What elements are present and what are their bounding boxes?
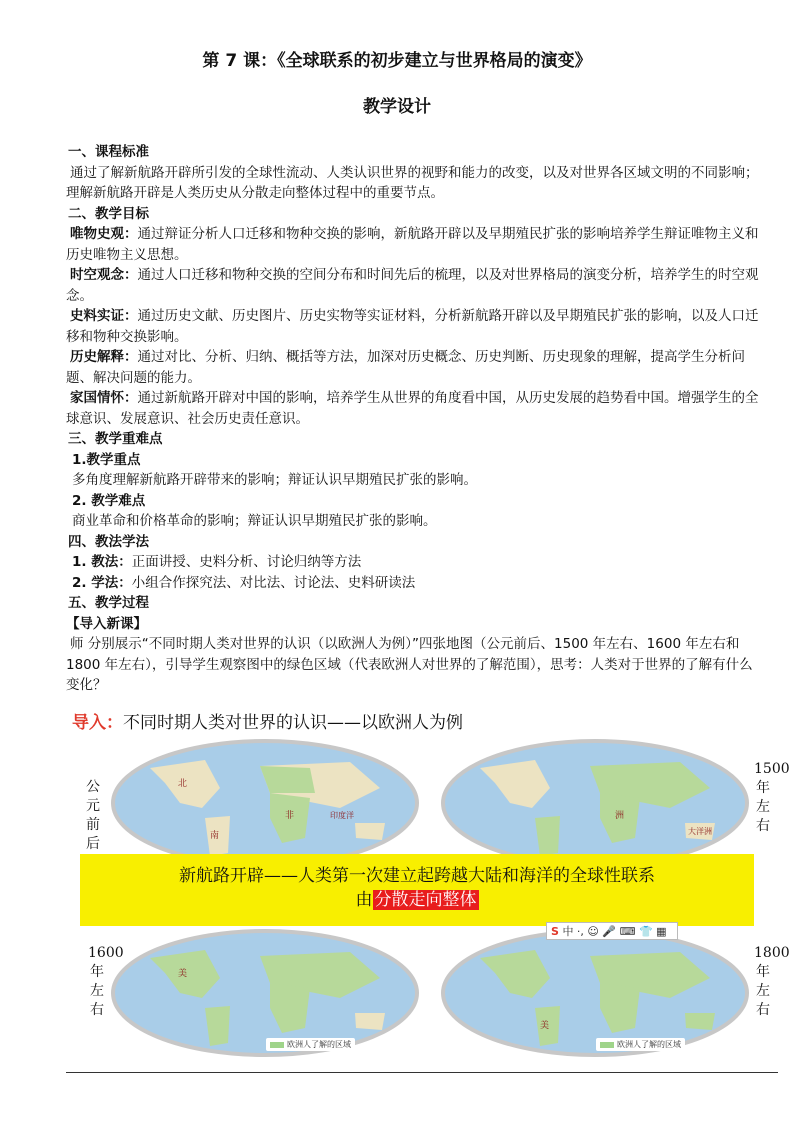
map-label-oc: 大洋洲 [688,827,712,836]
teaching-method-text: 正面讲授、史料分析、讨论归纳等方法 [131,554,362,570]
heading-process: 五、教学过程 [68,595,149,611]
legend-label: 欧洲人了解的区域 [617,1040,681,1049]
label-ad: 公元前后 [86,779,100,852]
map-1500 [440,738,750,868]
heading-methods: 四、教法学法 [68,533,149,550]
objective-text: 通过对比、分析、归纳、概括等方法，加深对历史概念、历史判断、历史现象的理解，提高学生分析问题、解决问题的能力。 [66,349,745,386]
key-point-label: 1.教学重点 [72,451,141,468]
figure-title [72,708,463,733]
objective-3 [66,306,766,347]
heading-objectives: 二、教学目标 [68,205,149,222]
objective-label: 唯物史观： [70,226,138,242]
ime-toolbar[interactable] [546,922,678,940]
learning-method-text: 小组合作探究法、对比法、讨论法、史料研读法 [131,574,416,591]
objective-5 [66,388,766,429]
map-label-sa: 美 [540,1021,550,1031]
map-label-na: 美 [178,969,188,979]
heading-key-points: 三、教学重难点 [68,431,163,447]
map-label-io: 印度洋 [330,811,354,820]
legend-swatch [270,1042,284,1048]
figure-title-text: 不同时期人类对世界的认识——以欧洲人为例 [123,713,463,733]
key-point-text: 多角度理解新航路开辟带来的影响；辩证认识早期殖民扩张的影响。 [72,472,477,488]
legend-1600 [266,1038,355,1051]
map-label-na: 北 [178,779,188,789]
map-label-af: 洲 [615,811,625,821]
intro-text: 师 分别展示“不同时期人类对世界的认识（以欧洲人为例）”四张地图（公元前后、1500 年左右、1600 年左右和 1800 年左右），引导学生观察图中的绿色区域（代表欧洲人对世界的了解范围），思考：人类对于世界的了解有什么变化？ [66,636,753,693]
objective-2 [66,265,766,306]
label-1600: 1600年左右 [88,945,124,1018]
map-1600 [110,928,420,1058]
map-1800 [440,928,750,1058]
learning-method [66,573,766,594]
objective-label: 时空观念： [70,267,138,283]
banner-line2 [80,888,754,912]
heading-course-standard: 一、课程标准 [68,144,149,160]
banner-line1: 新航路开辟——人类第一次建立起跨越大陆和海洋的全球性联系 [179,866,655,886]
banner-prefix: 由 [355,890,373,910]
conclusion-banner [80,854,754,926]
legend-swatch [600,1042,614,1048]
objective-text: 通过人口迁移和物种交换的空间分布和时间先后的梳理，以及对世界格局的演变分析，培养学生的时空观念。 [66,267,759,304]
course-standard-text: 通过了解新航路开辟所引发的全球性流动、人类认识世界的视野和能力的改变，以及对世界各区域文明的不同影响；理解新航路开辟是人类历史从分散走向整体过程中的重要节点。 [66,164,759,201]
label-1800: 1800年左右 [754,945,790,1018]
map-ad [110,738,420,868]
objective-text: 通过历史文献、历史图片、历史实物等实证材料，分析新航路开辟以及早期殖民扩张的影响，以及人口迁移和物种交换影响。 [66,308,759,345]
teaching-method [66,552,766,573]
document-body [66,142,766,696]
map-label-sa: 南 [210,831,220,841]
objective-text: 通过新航路开辟对中国的影响，培养学生从世界的角度看中国，从历史发展的趋势看中国。增强学生的全球意识、发展意识、社会历史责任意识。 [66,390,759,427]
objective-label: 历史解释： [70,349,138,365]
world-maps-figure [66,708,790,1068]
difficulty-label: 2. 教学难点 [72,492,146,509]
intro-label: 【导入新课】 [66,615,147,632]
difficulty-text: 商业革命和价格革命的影响；辩证认识早期殖民扩张的影响。 [72,513,437,529]
objective-label: 家国情怀： [70,390,138,406]
bottom-rule [66,1072,778,1073]
learning-method-label: 2. 学法： [72,574,132,591]
teaching-method-label: 1. 教法： [72,554,132,570]
objective-1 [66,224,766,265]
banner-highlight: 分散走向整体 [374,890,477,910]
legend-label: 欧洲人了解的区域 [287,1040,351,1049]
page-title: 第 7 课：《全球联系的初步建立与世界格局的演变》 [202,51,592,71]
page-subtitle: 教学设计 [363,97,431,117]
map-label-af: 非 [285,811,295,821]
objective-4 [66,347,766,388]
figure-lead: 导入： [72,713,123,733]
sogou-icon: S [551,925,559,938]
objective-text: 通过辩证分析人口迁移和物种交换的影响，新航路开辟以及早期殖民扩张的影响培养学生辩证唯物主义和历史唯物主义思想。 [66,226,759,263]
label-1500: 1500年左右 [754,761,790,834]
legend-1800 [596,1038,685,1051]
ime-text: 中 ·, ☺ 🎤 ⌨ 👕 ▦ [562,925,667,938]
objective-label: 史料实证： [70,308,138,324]
